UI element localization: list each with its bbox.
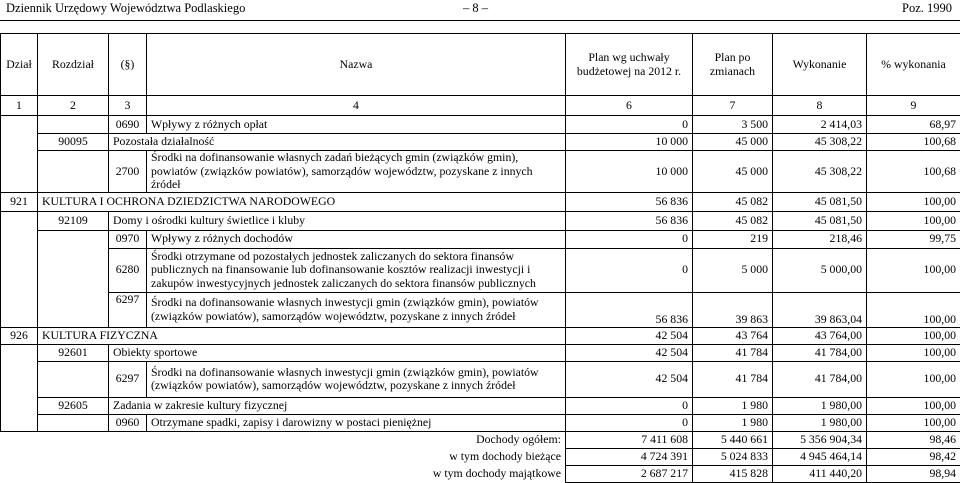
execution-value: 4 945 464,14 [773,448,867,465]
col-header-wykonanie: Wykonanie [773,34,867,96]
plan-changed-value: 41 784 [693,344,773,361]
execution-value: 43 764,00 [773,327,867,344]
col-number: 9 [867,96,960,116]
plan-changed-value: 45 000 [693,134,773,151]
plan-changed-value: 219 [693,230,773,248]
plan-value: 0 [566,414,693,431]
execution-value: 411 440,20 [773,465,867,482]
total-label: Dochody ogółem: [147,431,566,448]
plan-value: 56 836 [566,211,693,230]
percent-value: 98,42 [867,448,960,465]
plan-changed-value: 45 082 [693,192,773,211]
paragraf-code: 0970 [109,230,147,248]
page-number: – 8 – [463,1,488,16]
percent-value: 99,75 [867,230,960,248]
row-name: Obiekty sportowe [109,344,566,361]
table-row [1,397,960,414]
plan-changed-value: 415 828 [693,465,773,482]
percent-value: 100,00 [867,397,960,414]
execution-value: 41 784,00 [773,344,867,361]
column-header-row [1,34,960,96]
percent-value: 100,00 [867,414,960,431]
plan-value: 0 [566,116,693,134]
plan-value: 4 724 391 [566,448,693,465]
rozdzial-code: 90095 [38,134,109,151]
plan-value: 42 504 [566,361,693,397]
percent-value: 100,00 [867,192,960,211]
plan-changed-value: 1 980 [693,414,773,431]
paragraf-code: 6297 [109,361,147,397]
percent-value: 98,94 [867,465,960,482]
col-header-plan-po-zmianach: Plan po zmianach [693,34,773,96]
plan-changed-value: 1 980 [693,397,773,414]
plan-changed-value: 43 764 [693,327,773,344]
col-header-procent: % wykonania [867,34,960,96]
execution-value: 1 980,00 [773,397,867,414]
percent-value: 100,00 [867,344,960,361]
col-number: 4 [147,96,566,116]
execution-value: 2 414,03 [773,116,867,134]
plan-value: 56 836 [566,292,693,327]
plan-value: 42 504 [566,327,693,344]
row-name: Środki na dofinansowanie własnych inwestycji gmin (związków gmin), powiatów (związków powiatów), samorządów województw, pozyskane z innych źródeł [147,292,566,327]
paragraf-code: 0960 [109,414,147,431]
col-number: 2 [38,96,109,116]
row-name: Pozostała działalność [109,134,566,151]
table-row [1,414,960,431]
row-name: Środki na dofinansowanie własnych zadań bieżących gmin (związków gmin), powiatów (związków powiatów), samorządów województw, pozyskane z innych źródeł [147,151,566,193]
plan-value: 2 687 217 [566,465,693,482]
total-row [1,465,960,482]
table-row [1,248,960,292]
plan-value: 10 000 [566,134,693,151]
col-header-plan-uchwaly: Plan wg uchwały budżetowej na 2012 r. [566,34,693,96]
table-row [1,192,960,211]
table-row [1,344,960,361]
table-row [1,327,960,344]
percent-value: 100,00 [867,292,960,327]
percent-value: 100,00 [867,248,960,292]
row-name: KULTURA I OCHRONA DZIEDZICTWA NARODOWEGO [38,192,566,211]
header-divider [0,20,960,21]
col-header-nazwa: Nazwa [147,34,566,96]
row-name: Środki na dofinansowanie własnych inwestycji gmin (związków gmin), powiatów (związków powiatów), samorządów województw, pozyskane z innych źródeł [147,361,566,397]
table-row [1,151,960,193]
table-row [1,211,960,230]
row-name: Otrzymane spadki, zapisy i darowizny w postaci pieniężnej [147,414,566,431]
column-number-row [1,96,960,116]
rozdzial-code: 92601 [38,344,109,361]
table-row [1,292,960,327]
dzial-code: 926 [1,327,38,344]
total-label: w tym dochody majątkowe [147,465,566,482]
execution-value: 45 308,22 [773,134,867,151]
plan-value: 7 411 608 [566,431,693,448]
plan-value: 56 836 [566,192,693,211]
col-number: 1 [1,96,38,116]
row-name: Domy i ośrodki kultury świetlice i kluby [109,211,566,230]
execution-value: 5 356 904,34 [773,431,867,448]
table-row [1,230,960,248]
row-name: Zadania w zakresie kultury fizycznej [109,397,566,414]
table-row [1,134,960,151]
execution-value: 218,46 [773,230,867,248]
journal-title: Dziennik Urzędowy Województwa Podlaskiego [6,1,245,16]
plan-changed-value: 3 500 [693,116,773,134]
row-name: Wpływy z różnych opłat [147,116,566,134]
rozdzial-code: 92109 [38,211,109,230]
col-header-dzial: Dział [1,34,38,96]
percent-value: 68,97 [867,116,960,134]
paragraf-code: 6280 [109,248,147,292]
row-name: KULTURA FIZYCZNA [38,327,566,344]
plan-value: 0 [566,248,693,292]
table-row [1,361,960,397]
col-header-paragraf: (§) [109,34,147,96]
paragraf-code: 0690 [109,116,147,134]
row-name: Środki otrzymane od pozostałych jednostek zaliczanych do sektora finansów publicznych na finansowanie lub dofinansowanie kosztów realizacji inwestycji i zakupów inwestycyjnych jednostek zaliczanych do sektora finansów publicznych [147,248,566,292]
table-row [1,116,960,134]
paragraf-code: 2700 [109,151,147,193]
percent-value: 100,00 [867,327,960,344]
percent-value: 100,68 [867,151,960,193]
total-label: w tym dochody bieżące [147,448,566,465]
row-name: Wpływy z różnych dochodów [147,230,566,248]
execution-value: 45 081,50 [773,211,867,230]
paragraf-code: 6297 [109,292,147,327]
page-header [0,0,960,20]
percent-value: 100,00 [867,361,960,397]
dzial-code: 921 [1,192,38,211]
execution-value: 45 308,22 [773,151,867,193]
execution-value: 5 000,00 [773,248,867,292]
plan-changed-value: 39 863 [693,292,773,327]
execution-value: 1 980,00 [773,414,867,431]
position-number: Poz. 1990 [902,1,952,16]
plan-value: 0 [566,230,693,248]
col-number: 7 [693,96,773,116]
execution-value: 45 081,50 [773,192,867,211]
col-header-rozdzial: Rozdział [38,34,109,96]
plan-changed-value: 5 000 [693,248,773,292]
total-row [1,448,960,465]
plan-changed-value: 5 440 661 [693,431,773,448]
plan-changed-value: 41 784 [693,361,773,397]
plan-value: 0 [566,397,693,414]
percent-value: 98,46 [867,431,960,448]
plan-changed-value: 5 024 833 [693,448,773,465]
percent-value: 100,68 [867,134,960,151]
plan-changed-value: 45 000 [693,151,773,193]
plan-value: 10 000 [566,151,693,193]
execution-value: 41 784,00 [773,361,867,397]
col-number: 8 [773,96,867,116]
col-number: 6 [566,96,693,116]
percent-value: 100,00 [867,211,960,230]
col-number: 3 [109,96,147,116]
budget-table [0,33,960,483]
execution-value: 39 863,04 [773,292,867,327]
plan-changed-value: 45 082 [693,211,773,230]
total-row [1,431,960,448]
rozdzial-code: 92605 [38,397,109,414]
plan-value: 42 504 [566,344,693,361]
